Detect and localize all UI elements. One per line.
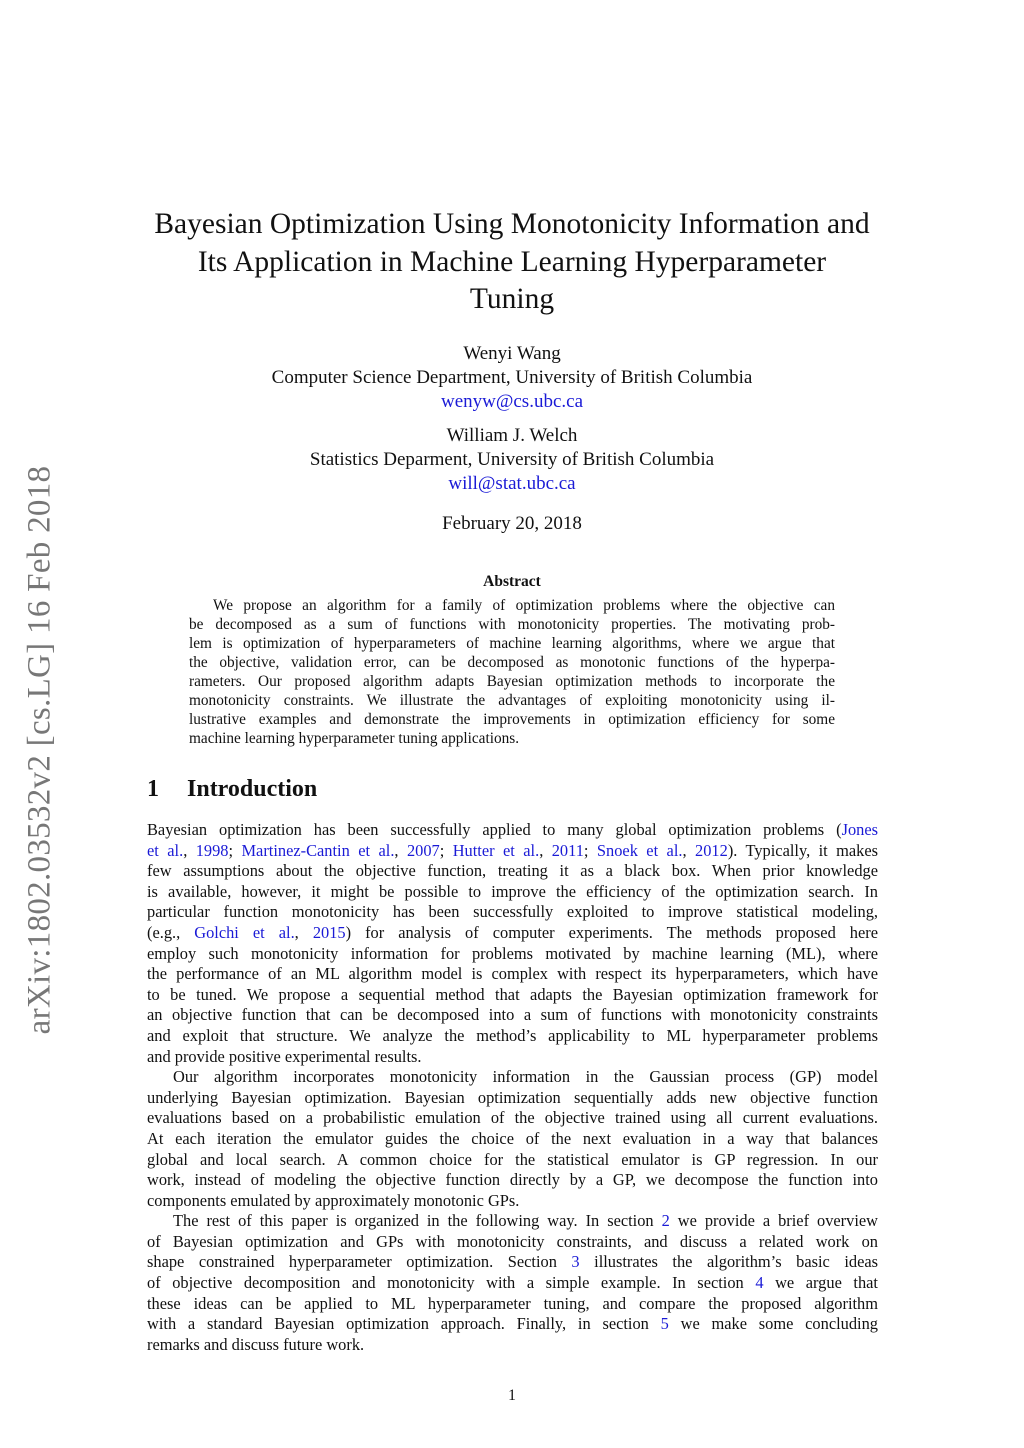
text-run: , [294,922,313,942]
abstract-line: lem is optimization of hyperparameters of machine learning algorithms, where we argue that [189,635,835,652]
text-line [147,1150,878,1171]
text-run: ) for analysis of computer experiments. The methods proposed here [345,922,878,942]
text-line [147,1211,878,1232]
paragraph [147,1067,878,1211]
author-email-link[interactable]: wenyw@cs.ubc.ca [441,391,583,412]
text-run: Bayesian optimization has been successfully applied to many global optimization problems ( [147,820,842,839]
text-run: employ such monotonicity information for problems motivated by machine learning (ML), where [147,943,878,963]
text-run: remarks and discuss future work. [147,1334,365,1354]
citation-link[interactable]: Snoek et al. [596,840,683,860]
text-run: ; [228,840,242,860]
text-line [147,944,878,965]
abstract-line: the objective, validation error, can be decomposed as monotonic functions of the hyperpa- [189,654,835,671]
text-run: particular function monotonicity has been successfully exploited to improve statistical modeling, [147,902,878,922]
text-run: to be tuned. We propose a sequential method that adapts the Bayesian optimization framework for [147,984,878,1004]
arxiv-stamp: arXiv:1802.03532v2 [cs.LG] 16 Feb 2018 [21,465,58,1035]
text-run: of objective decomposition and monotonicity with a simple example. In section [147,1273,756,1293]
text-line [147,861,878,882]
author-block [0,342,1024,414]
page-number: 1 [508,1387,516,1404]
citation-link[interactable]: 2011 [551,840,584,860]
text-line [147,882,878,903]
author-affiliation: Statistics Deparment, University of British Columbia [309,449,715,470]
paragraph [147,1211,878,1355]
citation-link[interactable]: Golchi et al. [194,922,295,942]
text-run: and provide positive experimental results. [147,1046,422,1066]
text-line [147,1191,878,1212]
text-run: we provide a brief overview [669,1211,878,1231]
text-line [147,1088,878,1109]
citation-link[interactable]: 2015 [312,922,346,942]
citation-link[interactable]: Jones [841,820,878,839]
abstract-line: rameters. Our proposed algorithm adapts Bayesian optimization methods to incorporate the [189,673,835,690]
citation-link[interactable]: 2 [661,1211,670,1231]
text-run: shape constrained hyperparameter optimization. Section [147,1252,572,1272]
text-run: ; [439,840,453,860]
text-run: these ideas can be applied to ML hyperparameter tuning, and compare the proposed algorithm [147,1293,878,1313]
text-line [147,985,878,1006]
citation-link[interactable]: et al. [147,840,184,860]
text-line [147,1273,878,1294]
text-run: ; [583,840,597,860]
citation-link[interactable]: Hutter et al. [452,840,540,860]
text-run: the performance of an ML algorithm model is complex with respect its hyperparameters, which have [147,964,878,984]
text-run: few assumptions about the objective function, treating it as a black box. When prior knowledge [147,861,878,881]
section-title: Introduction [187,776,318,802]
citation-link[interactable]: 2012 [695,840,728,860]
author-affiliation: Computer Science Department, University of British Columbia [271,367,753,388]
author-name: Wenyi Wang [463,343,561,364]
introduction-body [147,820,878,1355]
text-line [147,923,878,944]
text-run: (e.g., [147,922,195,942]
text-line [147,902,878,923]
text-run: components emulated by approximately monotonic GPs. [147,1190,520,1210]
citation-link[interactable]: 1998 [195,840,229,860]
abstract-line: lustrative examples and demonstrate the improvements in optimization efficiency for some [189,711,835,728]
abstract-heading: Abstract [483,573,541,590]
text-run: Our algorithm incorporates monotonicity information in the Gaussian process (GP) model [173,1067,878,1087]
text-line [147,1129,878,1150]
text-line [147,1108,878,1129]
text-run: of Bayesian optimization and GPs with monotonicity constraints, and discuss a related work on [147,1231,878,1251]
author-block [0,424,1024,496]
text-run: is available, however, it might be possible to improve the efficiency of the optimization search. In [147,881,878,901]
citation-link[interactable]: 4 [755,1273,764,1293]
title-line: Its Application in Machine Learning Hyperparameter [197,245,827,278]
text-run: we argue that [763,1273,878,1293]
text-line [147,1026,878,1047]
section-number: 1 [147,776,159,802]
paragraph [147,820,878,1067]
text-run: The rest of this paper is organized in the following way. In section [173,1211,662,1231]
abstract-line: machine learning hyperparameter tuning applications. [189,730,520,747]
abstract-body [189,596,835,748]
citation-link[interactable]: Martinez-Cantin et al. [241,840,395,860]
text-run: ). Typically, it makes [727,840,879,860]
text-line [147,841,878,862]
section-heading [147,776,317,803]
text-run: underlying Bayesian optimization. Bayesian optimization sequentially adds new objective function [147,1087,878,1107]
text-run: an objective function that can be decomposed into a sum of functions with monotonicity constraints [147,1005,878,1025]
title-line: Tuning [469,283,555,316]
author-email-link[interactable]: will@stat.ubc.ca [448,473,576,494]
citation-link[interactable]: 2007 [406,840,440,860]
text-run: , [682,840,696,860]
text-line [147,1232,878,1253]
text-run: , [539,840,552,860]
text-line [147,1005,878,1026]
text-line [147,1335,878,1356]
abstract-line: monotonicity constraints. We illustrate the advantages of exploiting monotonicity using il- [189,692,835,709]
abstract-line: be decomposed as a sum of functions with monotonicity properties. The motivating prob- [189,616,835,633]
text-run: illustrates the algorithm’s basic ideas [579,1252,878,1272]
text-line [147,1252,878,1273]
text-run: , [394,840,407,860]
citation-link[interactable]: 3 [571,1252,580,1272]
text-line [147,1314,878,1335]
text-line [147,1067,878,1088]
text-line [147,1294,878,1315]
citation-link[interactable]: 5 [660,1314,669,1334]
text-line [147,820,878,841]
paper-date: February 20, 2018 [442,513,582,534]
text-line [147,1047,878,1068]
text-run: with a standard Bayesian optimization approach. Finally, in section [147,1314,661,1334]
text-run: evaluations based on a probabilistic emulation of the objective trained using all current evaluations. [147,1108,878,1128]
abstract-line: We propose an algorithm for a family of optimization problems where the objective can [213,597,835,614]
text-run: work, instead of modeling the objective function directly by a GP, we decompose the function into [147,1170,878,1190]
author-name: William J. Welch [446,425,578,446]
text-run: At each iteration the emulator guides the choice of the next evaluation in a way that balances [147,1128,878,1148]
title-line: Bayesian Optimization Using Monotonicity Information and [154,208,870,240]
text-run: , [183,840,196,860]
text-line [147,1170,878,1191]
text-run: global and local search. A common choice for the statistical emulator is GP regression. In our [147,1149,878,1169]
text-run: we make some concluding [668,1314,878,1334]
text-line [147,964,878,985]
text-run: and exploit that structure. We analyze the method’s applicability to ML hyperparameter problems [147,1025,878,1045]
paper-title [0,206,1024,319]
